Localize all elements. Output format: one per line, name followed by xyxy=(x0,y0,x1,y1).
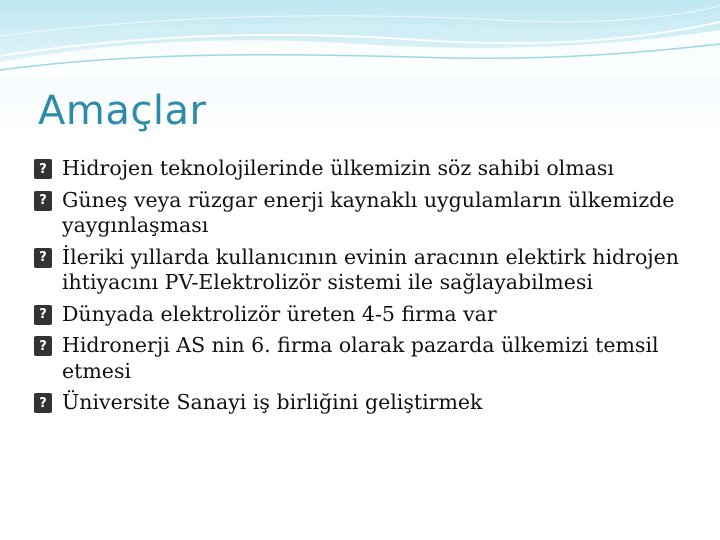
bullet-item xyxy=(32,333,682,384)
bullet-item xyxy=(32,156,682,182)
bullet-item xyxy=(32,390,682,416)
bullet-text: Dünyada elektrolizör üreten 4-5 firma var xyxy=(62,301,497,326)
replacement-character-icon: ? xyxy=(34,191,52,211)
slide-title: Amaçlar xyxy=(38,88,207,134)
replacement-character-icon: ? xyxy=(34,336,52,356)
replacement-character-icon: ? xyxy=(34,393,52,413)
replacement-character-icon: ? xyxy=(34,159,52,179)
bullet-text: Hidrojen teknolojilerinde ülkemizin söz sahibi olması xyxy=(62,156,614,180)
bullet-text: Üniversite Sanayi iş birliğini geliştirmek xyxy=(62,390,483,414)
bullet-list xyxy=(32,156,682,422)
bullet-item xyxy=(32,245,682,296)
bullet-item xyxy=(32,188,682,239)
bullet-text: Hidronerji AS nin 6. firma olarak pazarda ülkemizi temsil etmesi xyxy=(62,333,659,383)
bullet-item xyxy=(32,302,682,328)
bullet-text: İleriki yıllarda kullanıcının evinin aracının elektirk hidrojen ihtiyacını PV-Elektrolizör sistemi ile sağlayabilmesi xyxy=(62,244,680,294)
replacement-character-icon: ? xyxy=(34,248,52,268)
bullet-text: Güneş veya rüzgar enerji kaynaklı uygulamların ülkemizde yaygınlaşması xyxy=(62,187,675,237)
replacement-character-icon: ? xyxy=(34,305,52,325)
decorative-wave-header xyxy=(0,0,720,78)
